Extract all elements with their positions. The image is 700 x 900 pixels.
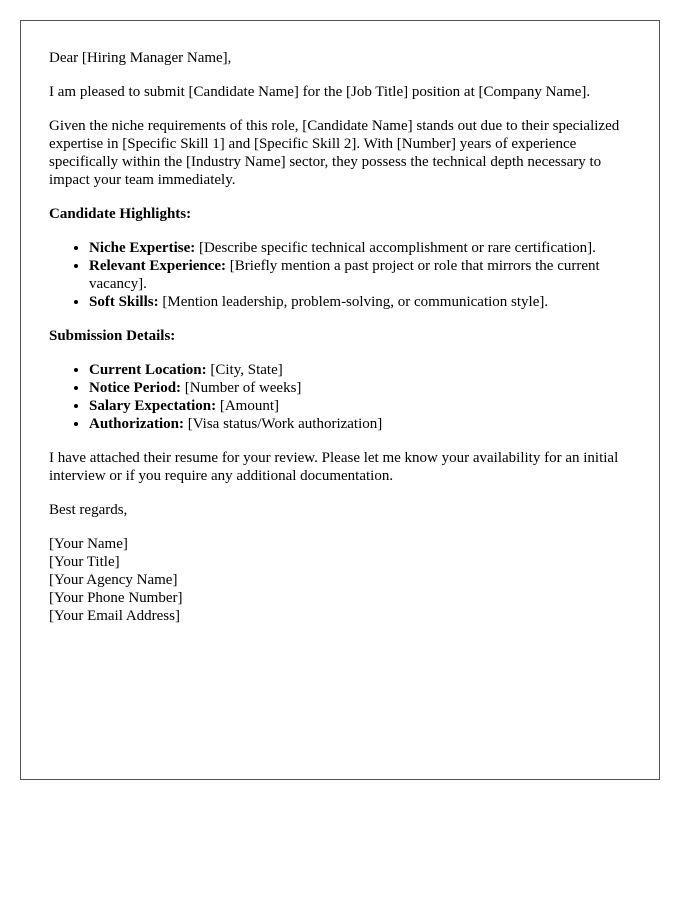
item-text: [Briefly mention a past project or role that mirrors the current vacancy]. <box>89 258 600 292</box>
details-heading: Submission Details: <box>49 328 176 344</box>
item-text: [Amount] <box>216 398 279 414</box>
item-text: [Describe specific technical accomplishment or rare certification]. <box>195 240 596 256</box>
signature-agency: [Your Agency Name] <box>49 572 178 588</box>
list-item <box>89 361 631 379</box>
signature-name: [Your Name] <box>49 536 128 552</box>
item-text: [Visa status/Work authorization] <box>184 416 383 432</box>
list-item <box>89 293 631 311</box>
details-list <box>49 361 631 433</box>
item-label: Salary Expectation: <box>89 398 217 414</box>
salutation: Dear [Hiring Manager Name], <box>49 50 232 66</box>
body-paragraph: Given the niche requirements of this role, [Candidate Name] stands out due to their specialized expertise in [Specific Skill 1] and [Specific Skill 2]. With [Number] years of experience specifically within the [Industry Name] sector, they possess the technical depth necessary to impact your team immediately. <box>49 118 620 188</box>
signature-title: [Your Title] <box>49 554 120 570</box>
sign-off: Best regards, <box>49 502 128 518</box>
highlights-heading: Candidate Highlights: <box>49 206 192 222</box>
item-text: [City, State] <box>206 362 283 378</box>
list-item <box>89 239 631 257</box>
highlights-list <box>49 239 631 311</box>
item-label: Current Location: <box>89 362 207 378</box>
item-label: Notice Period: <box>89 380 182 396</box>
closing-paragraph: I have attached their resume for your review. Please let me know your availability for an initial interview or if you require any additional documentation. <box>49 450 619 484</box>
signature-phone: [Your Phone Number] <box>49 590 183 606</box>
list-item <box>89 379 631 397</box>
item-label: Authorization: <box>89 416 184 432</box>
item-text: [Mention leadership, problem-solving, or communication style]. <box>158 294 549 310</box>
signature-block <box>49 535 631 625</box>
list-item <box>89 257 631 293</box>
list-item <box>89 415 631 433</box>
item-label: Relevant Experience: <box>89 258 227 274</box>
item-label: Soft Skills: <box>89 294 159 310</box>
signature-email: [Your Email Address] <box>49 608 180 624</box>
intro-paragraph: I am pleased to submit [Candidate Name] for the [Job Title] position at [Company Name]. <box>49 84 591 100</box>
item-text: [Number of weeks] <box>181 380 302 396</box>
letter-document <box>20 20 660 780</box>
item-label: Niche Expertise: <box>89 240 196 256</box>
list-item <box>89 397 631 415</box>
